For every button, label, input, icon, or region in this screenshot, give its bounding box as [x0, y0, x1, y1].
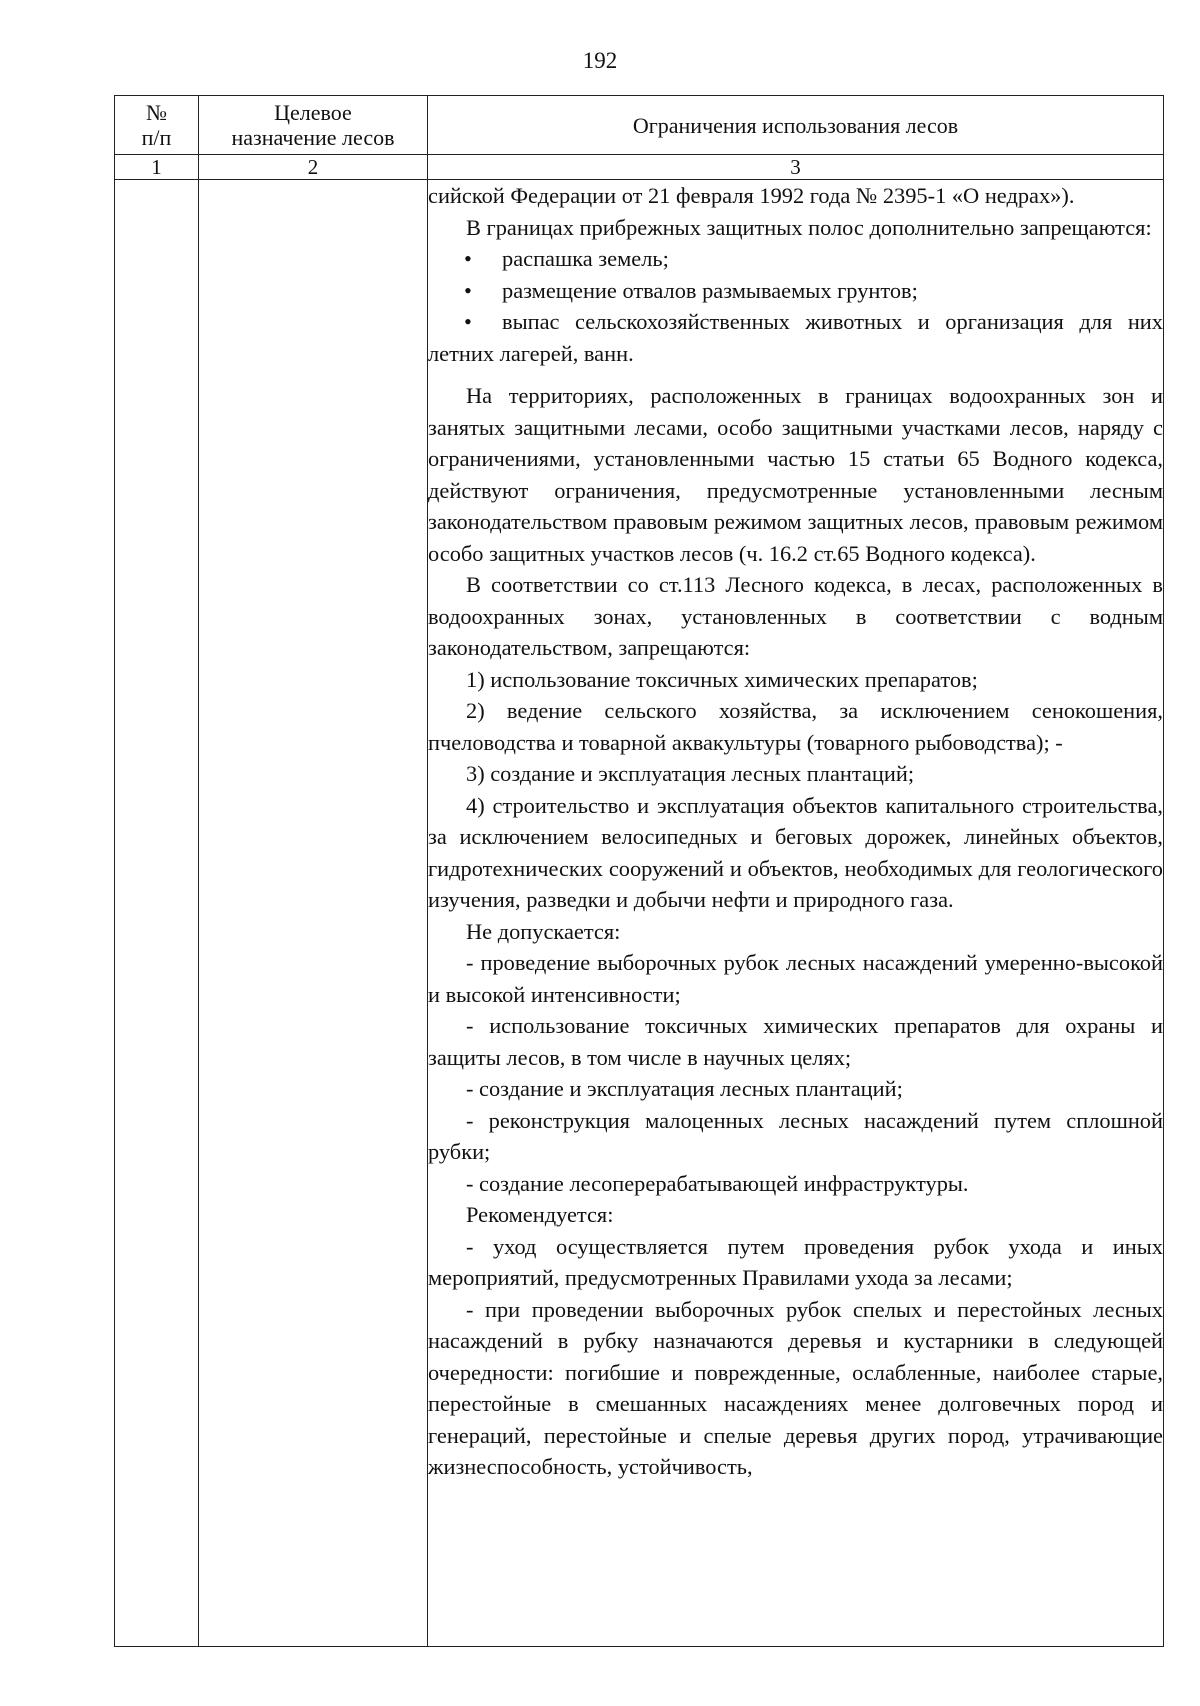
list-item: - при проведении выборочных рубок спелых и перестойных лесных насаждений в рубку назначаются деревья и кустарники в следующей очередности: погибшие и поврежденные, ослабленные, наиболее старые, перестойные в смешанных насаждениях менее долговечных пород и генераций, перестойные и спелые деревья других пород, утрачивающие жизнеспособность, устойчивость,: [428, 1296, 1163, 1479]
column-index-2: 2: [199, 155, 428, 180]
list-item: • распашка земель;: [428, 243, 1163, 275]
list-item: - использование токсичных химических препаратов для охраны и защиты лесов, в том числе в научных целях;: [428, 1013, 1163, 1070]
list-item: 3) создание и эксплуатация лесных плантаций;: [466, 761, 915, 786]
bullet-list: [428, 243, 1163, 369]
list-item: - создание и эксплуатация лесных плантаций;: [466, 1076, 903, 1101]
list-item: - проведение выборочных рубок лесных насаждений умеренно-высокой и высокой интенсивности;: [428, 950, 1163, 1007]
list-item: - создание лесоперерабатывающей инфраструктуры.: [466, 1170, 969, 1196]
header-purpose: Целевое назначение лесов: [199, 96, 428, 155]
section-heading: Не допускается:: [466, 918, 621, 944]
table-header-row: [115, 96, 1164, 155]
list-item: • выпас сельскохозяйственных животных и организация для них летних лагерей, ванн.: [428, 306, 1163, 369]
column-index-3: 3: [428, 155, 1164, 180]
page-number: 192: [582, 48, 618, 73]
list-item: 2) ведение сельского хозяйства, за исключением сенокошения, пчеловодства и товарной аквакультуры (товарного рыбоводства); -: [428, 698, 1163, 755]
header-number: № п/п: [115, 96, 199, 155]
bullet-icon: •: [464, 309, 472, 334]
header-restrictions: Ограничения использования лесов: [428, 96, 1164, 155]
list-item: - уход осуществляется путем проведения рубок ухода и иных мероприятий, предусмотренных Правилами ухода за лесами;: [428, 1233, 1163, 1290]
cell-number: [115, 180, 199, 1647]
cell-restrictions: [428, 180, 1164, 1647]
list-item: - реконструкция малоценных лесных насаждений путем сплошной рубки;: [428, 1107, 1163, 1164]
list-item: 4) строительство и эксплуатация объектов капитального строительства, за исключением велосипедных и беговых дорожек, линейных объектов, гидротехнических сооружений и объектов, необходимых для геологического изучения, разведки и добычи нефти и природного газа.: [428, 792, 1163, 912]
paragraph: сийской Федерации от 21 февраля 1992 года № 2395-1 «О недрах»).: [428, 183, 1075, 208]
paragraph: В границах прибрежных защитных полос дополнительно запрещаются:: [466, 214, 1152, 240]
cell-purpose: [199, 180, 428, 1647]
bullet-icon: •: [464, 277, 472, 303]
table-row: [115, 180, 1164, 1647]
column-index-1: 1: [115, 155, 199, 180]
list-item: • размещение отвалов размываемых грунтов;: [428, 275, 1163, 307]
forest-restrictions-table: [114, 95, 1164, 1647]
section-heading: Рекомендуется:: [466, 1202, 614, 1227]
paragraph: В соответствии со ст.113 Лесного кодекса, в лесах, расположенных в водоохранных зонах, установленных в соответствии с водным законодательством, запрещаются:: [428, 572, 1163, 660]
paragraph: На территориях, расположенных в границах водоохранных зон и занятых защитными лесами, особо защитными участками лесов, наряду с ограничениями, установленными частью 15 статьи 65 Водного кодекса, действуют ограничения, предусмотренные установленными лесным законодательством правовым режимом защитных лесов, правовым режимом особо защитных участков лесов (ч. 16.2 ст.65 Водного кодекса).: [428, 383, 1163, 566]
restrictions-text: [428, 180, 1163, 1483]
list-item: 1) использование токсичных химических препаратов;: [466, 666, 978, 692]
column-index-row: [115, 155, 1164, 180]
bullet-icon: •: [464, 246, 472, 271]
